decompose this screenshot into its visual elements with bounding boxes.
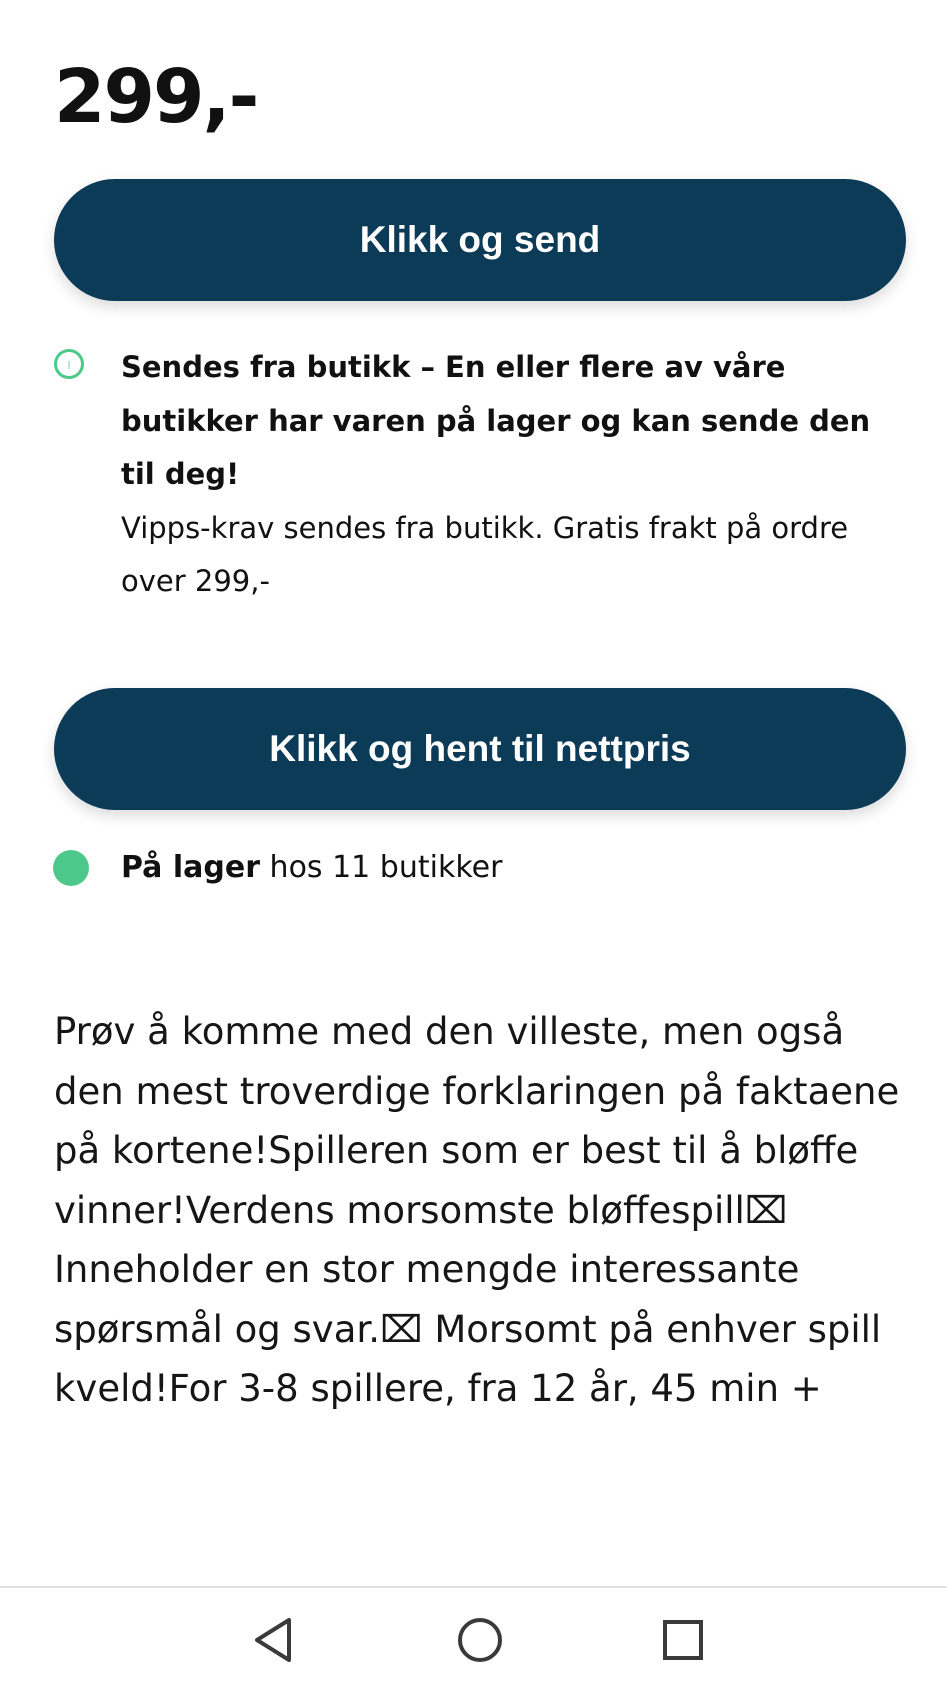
back-button[interactable]	[245, 1610, 305, 1670]
home-button[interactable]	[450, 1610, 510, 1670]
shipping-info	[121, 341, 911, 609]
stock-status-rest: hos 11 butikker	[260, 850, 503, 885]
product-price: 299,-	[54, 54, 258, 140]
home-circle-icon	[450, 1610, 510, 1670]
shipping-title: Sendes fra butikk – En eller flere av våre butikker har varen på lager og kan sende den til deg!	[121, 350, 871, 491]
recent-apps-button[interactable]	[653, 1610, 713, 1670]
android-navigation-bar	[0, 1586, 947, 1693]
product-description: Prøv å komme med den villeste, men også den mest troverdige forklaringen på faktaene på kortene!Spilleren som er best til å bløffe vinner!Verdens morsomste bløffespill⌧ Inneholder en stor mengde interessante spørsmål og svar.⌧ Morsomt på enhver spill kveld!For 3-8 spillere, fra 12 år, 45 min +	[54, 1010, 900, 1410]
shipping-details: Vipps-krav sendes fra butikk. Gratis frakt på ordre over 299,-	[121, 510, 849, 598]
click-and-send-button[interactable]: Klikk og send	[54, 179, 906, 301]
info-ring-icon	[54, 349, 84, 379]
recent-apps-square-icon	[653, 1610, 713, 1670]
in-stock-dot-icon	[53, 850, 89, 886]
back-triangle-icon	[245, 1610, 305, 1670]
stock-status-bold: På lager	[121, 850, 261, 885]
click-and-collect-button[interactable]: Klikk og hent til nettpris	[54, 688, 906, 810]
stock-status	[121, 843, 502, 893]
